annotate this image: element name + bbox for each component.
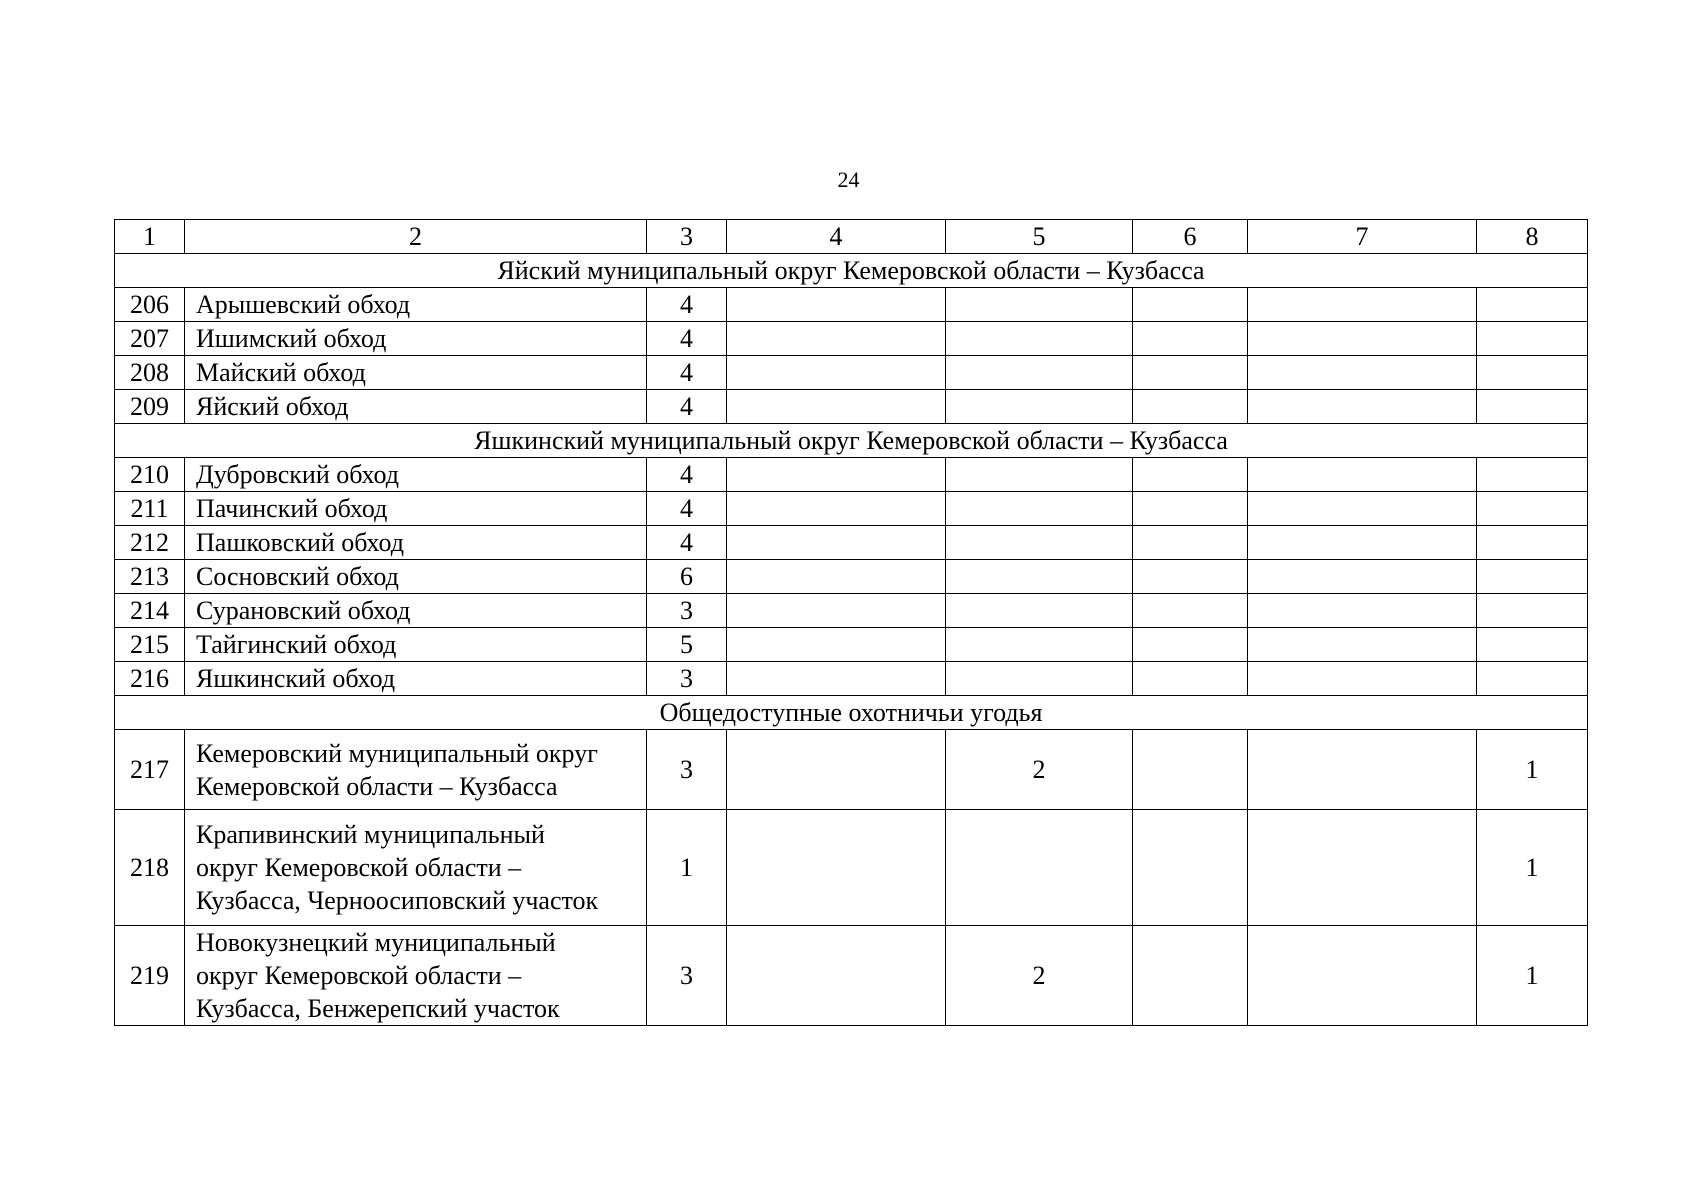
- row-name-line: Кузбасса, Черноосиповский участок: [196, 886, 599, 915]
- cell-col-6: [1133, 662, 1248, 696]
- section-header-row: [115, 424, 1588, 458]
- row-number: 208: [115, 356, 185, 390]
- section-title: Общедоступные охотничьи угодья: [115, 696, 1588, 730]
- row-name-line: Дубровский обход: [196, 459, 399, 489]
- cell-col-5: [946, 560, 1133, 594]
- cell-col-3: 4: [647, 492, 727, 526]
- row-name: [185, 492, 647, 526]
- cell-col-4: [727, 322, 946, 356]
- row-number: 210: [115, 458, 185, 492]
- table-row: [115, 628, 1588, 662]
- row-name-line: Ишимский обход: [196, 323, 387, 353]
- cell-col-5: [946, 356, 1133, 390]
- row-number: 213: [115, 560, 185, 594]
- cell-col-4: [727, 662, 946, 696]
- cell-col-5: [946, 288, 1133, 322]
- row-name: [185, 390, 647, 424]
- cell-col-7: [1248, 594, 1477, 628]
- row-number: 218: [115, 810, 185, 926]
- table-row: [115, 594, 1588, 628]
- row-name: [185, 322, 647, 356]
- cell-col-5: [946, 390, 1133, 424]
- cell-col-7: [1248, 288, 1477, 322]
- table-row: [115, 356, 1588, 390]
- cell-col-3: 4: [647, 356, 727, 390]
- cell-col-3: 4: [647, 526, 727, 560]
- cell-col-6: [1133, 322, 1248, 356]
- cell-col-5: [946, 628, 1133, 662]
- row-name-line: Кузбасса, Бенжерепский участок: [196, 994, 560, 1023]
- cell-col-3: 3: [647, 662, 727, 696]
- cell-col-6: [1133, 458, 1248, 492]
- row-name: [185, 458, 647, 492]
- page-number: 24: [837, 167, 860, 192]
- column-number: 4: [727, 220, 946, 254]
- row-number: 217: [115, 730, 185, 810]
- row-name-line: Пашковский обход: [196, 527, 404, 557]
- column-number: 5: [946, 220, 1133, 254]
- cell-col-6: [1133, 560, 1248, 594]
- cell-col-8: [1477, 662, 1588, 696]
- cell-col-6: [1133, 810, 1248, 926]
- cell-col-6: [1133, 526, 1248, 560]
- cell-col-7: [1248, 730, 1477, 810]
- cell-col-7: [1248, 390, 1477, 424]
- cell-col-3: 4: [647, 390, 727, 424]
- row-name: [185, 628, 647, 662]
- column-number: 3: [647, 220, 727, 254]
- cell-col-4: [727, 356, 946, 390]
- cell-col-3: 4: [647, 288, 727, 322]
- row-name-line: Майский обход: [196, 357, 366, 387]
- cell-col-7: [1248, 560, 1477, 594]
- cell-col-4: [727, 810, 946, 926]
- cell-col-3: 4: [647, 458, 727, 492]
- cell-col-4: [727, 926, 946, 1026]
- cell-col-7: [1248, 526, 1477, 560]
- cell-col-3: 3: [647, 594, 727, 628]
- cell-col-5: 2: [946, 730, 1133, 810]
- table-row: [115, 288, 1588, 322]
- cell-col-3: 3: [647, 730, 727, 810]
- column-number: 8: [1477, 220, 1588, 254]
- row-name: [185, 926, 647, 1026]
- row-name: [185, 560, 647, 594]
- cell-col-3: 6: [647, 560, 727, 594]
- table-row: [115, 662, 1588, 696]
- cell-col-7: [1248, 926, 1477, 1026]
- cell-col-5: [946, 526, 1133, 560]
- row-name-line: Пачинский обход: [196, 493, 388, 523]
- row-name: [185, 356, 647, 390]
- row-name-line: Яйский обход: [196, 391, 349, 421]
- cell-col-4: [727, 526, 946, 560]
- column-number: 1: [115, 220, 185, 254]
- cell-col-4: [727, 492, 946, 526]
- cell-col-5: [946, 458, 1133, 492]
- cell-col-4: [727, 628, 946, 662]
- row-name-line: Крапивинский муниципальный: [196, 820, 545, 849]
- row-name-line: Сосновский обход: [196, 561, 399, 591]
- cell-col-5: [946, 492, 1133, 526]
- table-body: [115, 220, 1588, 1026]
- cell-col-8: 1: [1477, 810, 1588, 926]
- table-row: [115, 560, 1588, 594]
- cell-col-5: [946, 594, 1133, 628]
- cell-col-8: [1477, 322, 1588, 356]
- cell-col-8: [1477, 390, 1588, 424]
- table-row: [115, 730, 1588, 810]
- row-number: 211: [115, 492, 185, 526]
- row-number: 209: [115, 390, 185, 424]
- row-name-line: Арышевский обход: [196, 289, 411, 319]
- column-number: 2: [185, 220, 647, 254]
- cell-col-4: [727, 730, 946, 810]
- row-name-line: Новокузнецкий муниципальный: [196, 928, 556, 957]
- row-name: [185, 730, 647, 810]
- cell-col-8: [1477, 288, 1588, 322]
- cell-col-4: [727, 288, 946, 322]
- row-number: 214: [115, 594, 185, 628]
- row-name-line: Кемеровский муниципальный округ: [196, 738, 598, 768]
- row-name: [185, 810, 647, 926]
- cell-col-6: [1133, 926, 1248, 1026]
- cell-col-7: [1248, 492, 1477, 526]
- cell-col-5: [946, 662, 1133, 696]
- cell-col-6: [1133, 390, 1248, 424]
- row-number: 207: [115, 322, 185, 356]
- column-number: 6: [1133, 220, 1248, 254]
- cell-col-4: [727, 560, 946, 594]
- cell-col-6: [1133, 628, 1248, 662]
- cell-col-3: 3: [647, 926, 727, 1026]
- cell-col-6: [1133, 730, 1248, 810]
- cell-col-7: [1248, 628, 1477, 662]
- table-row: [115, 458, 1588, 492]
- row-name-line: Тайгинский обход: [196, 629, 397, 659]
- cell-col-8: [1477, 560, 1588, 594]
- row-name: [185, 594, 647, 628]
- row-number: 216: [115, 662, 185, 696]
- table-row: [115, 810, 1588, 926]
- cell-col-5: 2: [946, 926, 1133, 1026]
- cell-col-6: [1133, 492, 1248, 526]
- cell-col-5: [946, 322, 1133, 356]
- hunting-grounds-table: [114, 219, 1588, 1026]
- row-name-line: Кемеровской области – Кузбасса: [196, 771, 558, 801]
- row-name: [185, 288, 647, 322]
- cell-col-8: [1477, 492, 1588, 526]
- row-number: 212: [115, 526, 185, 560]
- cell-col-8: [1477, 594, 1588, 628]
- section-title: Яйский муниципальный округ Кемеровской области – Кузбасса: [115, 254, 1588, 288]
- column-number: 7: [1248, 220, 1477, 254]
- cell-col-7: [1248, 356, 1477, 390]
- row-name-line: округ Кемеровской области –: [196, 961, 522, 990]
- cell-col-8: [1477, 628, 1588, 662]
- cell-col-4: [727, 390, 946, 424]
- cell-col-7: [1248, 810, 1477, 926]
- row-name-line: Сурановский обход: [196, 595, 411, 625]
- row-number: 206: [115, 288, 185, 322]
- cell-col-3: 5: [647, 628, 727, 662]
- cell-col-7: [1248, 322, 1477, 356]
- section-header-row: [115, 696, 1588, 730]
- row-name: [185, 526, 647, 560]
- cell-col-4: [727, 594, 946, 628]
- row-number: 219: [115, 926, 185, 1026]
- row-name: [185, 662, 647, 696]
- table-row: [115, 526, 1588, 560]
- table-row: [115, 322, 1588, 356]
- cell-col-8: 1: [1477, 730, 1588, 810]
- cell-col-7: [1248, 662, 1477, 696]
- cell-col-6: [1133, 288, 1248, 322]
- column-number-row: [115, 220, 1588, 254]
- cell-col-7: [1248, 458, 1477, 492]
- section-header-row: [115, 254, 1588, 288]
- cell-col-6: [1133, 594, 1248, 628]
- cell-col-3: 1: [647, 810, 727, 926]
- row-number: 215: [115, 628, 185, 662]
- cell-col-6: [1133, 356, 1248, 390]
- cell-col-8: [1477, 458, 1588, 492]
- table-row: [115, 390, 1588, 424]
- cell-col-8: [1477, 356, 1588, 390]
- section-title: Яшкинский муниципальный округ Кемеровской области – Кузбасса: [115, 424, 1588, 458]
- row-name-line: Яшкинский обход: [196, 663, 396, 693]
- row-name-line: округ Кемеровской области –: [196, 853, 522, 882]
- table-row: [115, 926, 1588, 1026]
- table-row: [115, 492, 1588, 526]
- cell-col-8: [1477, 526, 1588, 560]
- cell-col-8: 1: [1477, 926, 1588, 1026]
- cell-col-4: [727, 458, 946, 492]
- cell-col-3: 4: [647, 322, 727, 356]
- cell-col-5: [946, 810, 1133, 926]
